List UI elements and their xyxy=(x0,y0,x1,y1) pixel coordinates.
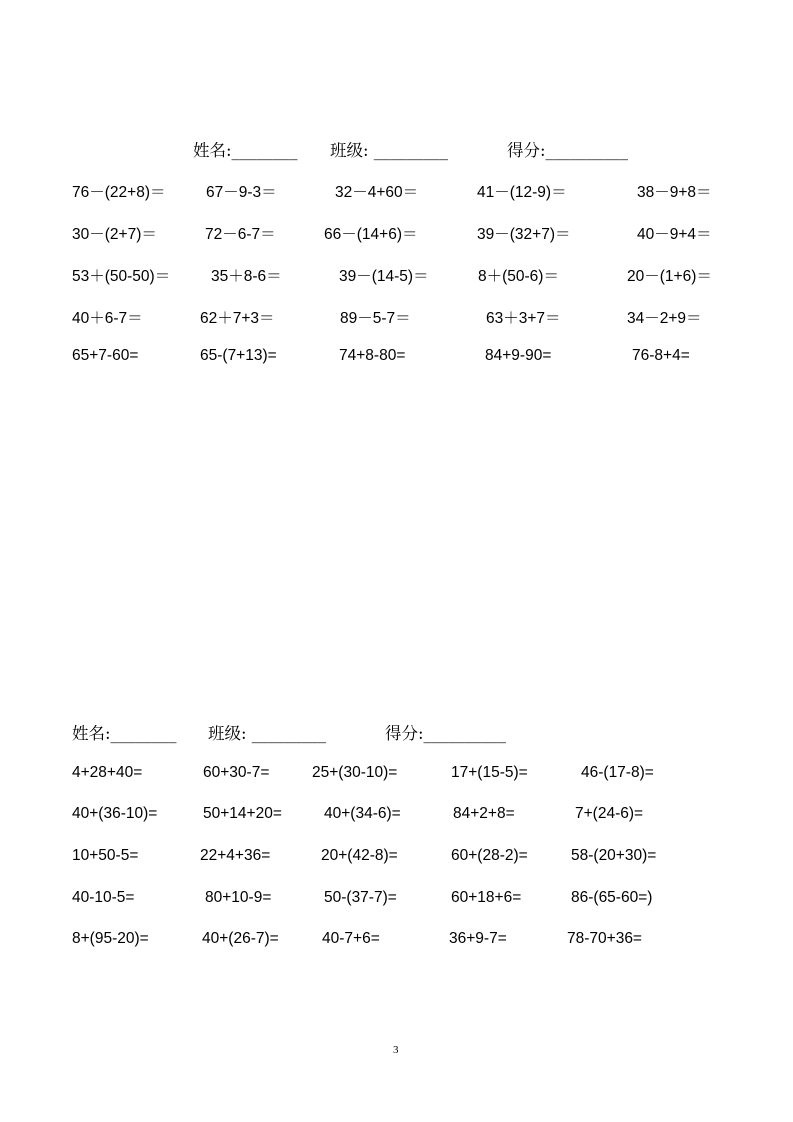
problem: 40+(36-10)= xyxy=(72,805,158,822)
problem: 40-7+6= xyxy=(322,930,380,947)
problem: 63＋3+7＝ xyxy=(486,310,561,327)
sheet2-name-field: 姓名:________ xyxy=(72,724,177,743)
problem: 7+(24-6)= xyxy=(575,805,644,822)
problem: 22+4+36= xyxy=(200,847,271,864)
problem: 40-10-5= xyxy=(72,889,135,906)
problem: 4+28+40= xyxy=(72,764,143,781)
problem: 39－(32+7)＝ xyxy=(477,226,571,243)
problem: 41－(12-9)＝ xyxy=(477,184,567,201)
problem: 40+(26-7)= xyxy=(202,930,279,947)
problem: 32－4+60＝ xyxy=(335,184,419,201)
problem: 36+9-7= xyxy=(449,930,507,947)
problem: 66－(14+6)＝ xyxy=(324,226,418,243)
problem: 74+8-80= xyxy=(339,347,406,364)
problem: 53＋(50-50)＝ xyxy=(72,268,171,285)
problem: 17+(15-5)= xyxy=(451,764,528,781)
problem: 76-8+4= xyxy=(632,347,690,364)
problem: 40－9+4＝ xyxy=(637,226,712,243)
problem: 84+2+8= xyxy=(453,805,515,822)
problem: 10+50-5= xyxy=(72,847,139,864)
problem: 8＋(50-6)＝ xyxy=(478,268,559,285)
page-number: 3 xyxy=(393,1044,399,1056)
problem: 78-70+36= xyxy=(567,930,642,947)
sheet2-class-field: 班级: _________ xyxy=(208,724,327,743)
problem: 86-(65-60=) xyxy=(571,889,653,906)
problem: 89－5-7＝ xyxy=(340,310,411,327)
sheet2-score-field: 得分:__________ xyxy=(385,724,507,743)
problem: 65+7-60= xyxy=(72,347,139,364)
problem: 20－(1+6)＝ xyxy=(627,268,712,285)
problem: 30－(2+7)＝ xyxy=(72,226,157,243)
problem: 38－9+8＝ xyxy=(637,184,712,201)
problem: 35＋8-6＝ xyxy=(211,268,282,285)
problem: 67－9-3＝ xyxy=(206,184,277,201)
problem: 80+10-9= xyxy=(205,889,272,906)
sheet1-score-field: 得分:__________ xyxy=(507,141,629,160)
problem: 50-(37-7)= xyxy=(324,889,397,906)
problem: 39－(14-5)＝ xyxy=(339,268,429,285)
problem: 62＋7+3＝ xyxy=(200,310,275,327)
problem: 50+14+20= xyxy=(203,805,282,822)
problem: 34－2+9＝ xyxy=(627,310,702,327)
problem: 25+(30-10)= xyxy=(312,764,398,781)
problem: 40＋6-7＝ xyxy=(72,310,143,327)
problem: 60+(28-2)= xyxy=(451,847,528,864)
sheet1-name-field: 姓名:________ xyxy=(193,141,298,160)
problem: 40+(34-6)= xyxy=(324,805,401,822)
problem: 60+18+6= xyxy=(451,889,522,906)
problem: 72－6-7＝ xyxy=(205,226,276,243)
problem: 60+30-7= xyxy=(203,764,270,781)
problem: 58-(20+30)= xyxy=(571,847,657,864)
problem: 84+9-90= xyxy=(485,347,552,364)
problem: 65-(7+13)= xyxy=(200,347,277,364)
problem: 8+(95-20)= xyxy=(72,930,149,947)
problem: 20+(42-8)= xyxy=(321,847,398,864)
problem: 76－(22+8)＝ xyxy=(72,184,166,201)
problem: 46-(17-8)= xyxy=(581,764,654,781)
sheet1-class-field: 班级: _________ xyxy=(330,141,449,160)
